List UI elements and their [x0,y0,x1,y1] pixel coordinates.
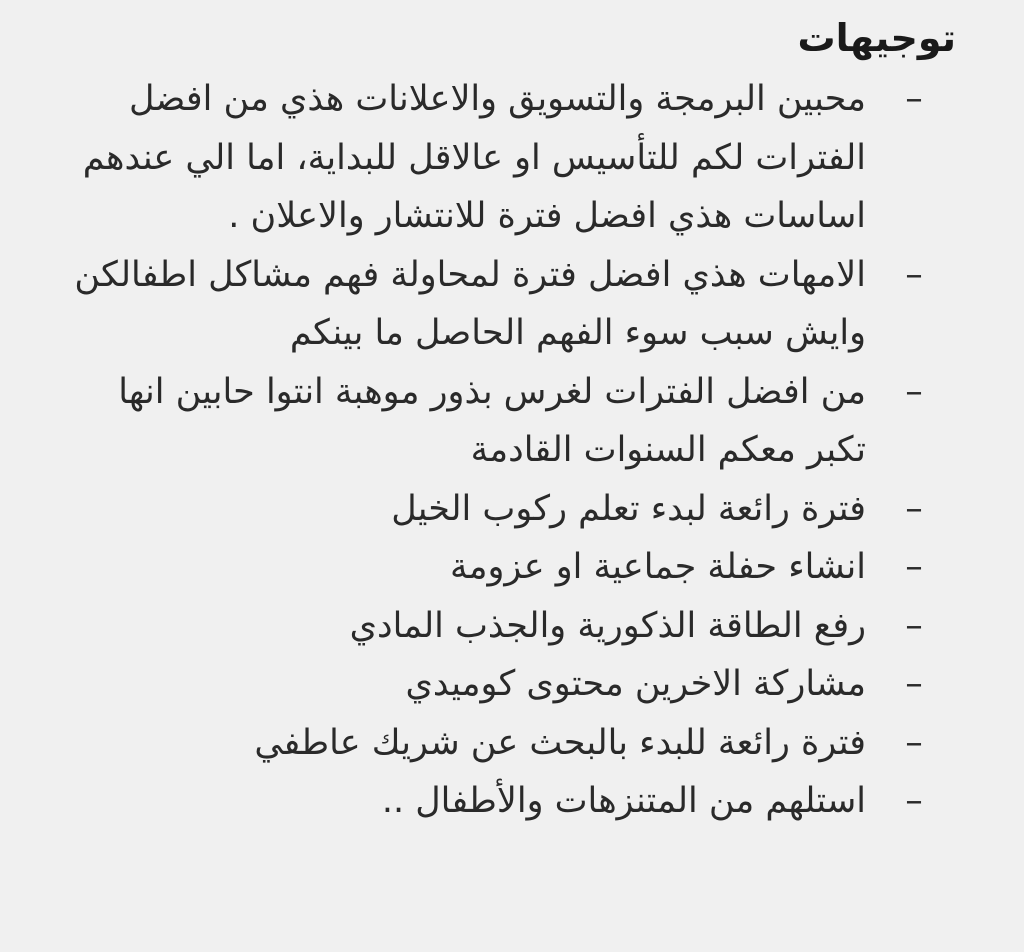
list-item-text: فترة رائعة لبدء تعلم ركوب الخيل [391,488,866,529]
list-item-text: استلهم من المتنزهات والأطفال .. [381,781,866,821]
dash-bullet: – [905,781,923,821]
list-item [74,772,934,831]
dash-bullet: – [905,605,923,646]
dash-bullet: – [905,371,923,412]
list-item [74,70,934,246]
guidance-list [74,70,934,831]
list-item [74,655,934,714]
list-item-text: مشاركة الاخرين محتوى كوميدي [405,664,866,704]
list-item [74,597,934,656]
list-item [74,480,934,539]
list-item [74,246,934,363]
dash-bullet: – [905,79,923,119]
list-item [74,363,934,480]
list-item [74,538,934,597]
list-item-text: من افضل الفترات لغرس بذور موهبة انتوا حابين انها تكبر معكم السنوات القادمة [118,371,866,470]
dash-bullet: – [905,488,923,529]
list-item-text: فترة رائعة للبدء بالبحث عن شريك عاطفي [254,722,866,763]
dash-bullet: – [905,547,923,587]
dash-bullet: – [905,664,923,704]
dash-bullet: – [905,722,923,763]
document-title: توجيهات [797,16,956,60]
list-item-text: انشاء حفلة جماعية او عزومة [450,547,866,587]
list-item-text: الامهات هذي افضل فترة لمحاولة فهم مشاكل اطفالكن وايش سبب سوء الفهم الحاصل ما بينكم [74,254,866,353]
list-item-text: رفع الطاقة الذكورية والجذب المادي [349,605,866,646]
list-item [74,714,934,773]
dash-bullet: – [905,254,923,295]
list-item-text: محبين البرمجة والتسويق والاعلانات هذي من افضل الفترات لكم للتأسيس او عالاقل للبداية، اما الي عندهم اساسات هذي افضل فترة للانتشار والاعلان . [82,79,866,236]
